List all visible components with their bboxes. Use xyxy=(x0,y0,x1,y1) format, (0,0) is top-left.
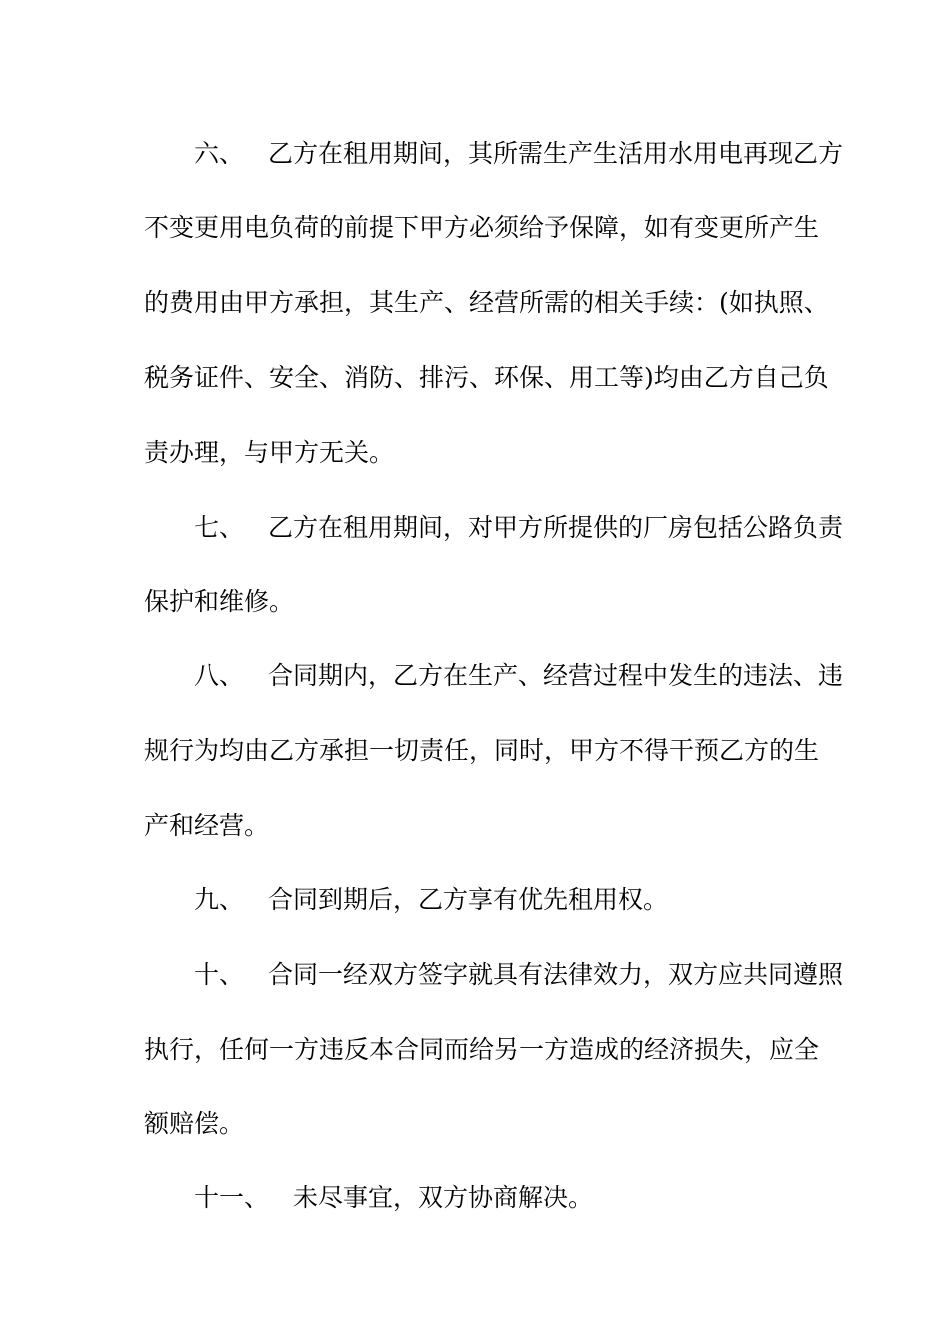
clause-number: 六、 xyxy=(194,139,245,168)
clause-6-line: 的费用由甲方承担，其生产、经营所需的相关手续：(如执照、 xyxy=(144,288,829,317)
clause-8-line: 规行为均由乙方承担一切责任，同时，甲方不得干预乙方的生 xyxy=(144,736,820,765)
clause-6-first-line xyxy=(194,134,843,174)
clause-7-line: 保护和维修。 xyxy=(144,587,295,616)
clause-10-first-line xyxy=(194,955,843,995)
clause-number: 十、 xyxy=(194,960,245,989)
clause-6-line: 税务证件、安全、消防、排污、环保、用工等)均由乙方自己负 xyxy=(144,363,829,392)
clause-text: 乙方在租用期间，其所需生产生活用水用电再现乙方 xyxy=(268,139,844,168)
clause-number: 八、 xyxy=(194,661,245,690)
clause-6-line: 责办理，与甲方无关。 xyxy=(144,438,395,467)
clause-10-line: 额赔偿。 xyxy=(144,1109,245,1138)
clause-number: 十一、 xyxy=(194,1183,270,1212)
clause-text: 合同期内，乙方在生产、经营过程中发生的违法、违 xyxy=(268,661,844,690)
clause-7-first-line xyxy=(194,508,843,548)
clause-text: 合同一经双方签字就具有法律效力，双方应共同遵照 xyxy=(268,960,844,989)
clause-11-first-line xyxy=(194,1178,593,1218)
clause-text: 乙方在租用期间，对甲方所提供的厂房包括公路负责 xyxy=(268,513,844,542)
clause-text: 合同到期后，乙方享有优先租用权。 xyxy=(268,885,669,914)
clause-9-first-line xyxy=(194,880,668,920)
clause-6-line: 不变更用电负荷的前提下甲方必须给予保障，如有变更所产生 xyxy=(144,213,820,242)
clause-text: 未尽事宜，双方协商解决。 xyxy=(293,1183,594,1212)
clause-number: 九、 xyxy=(194,885,245,914)
clause-8-first-line xyxy=(194,656,843,696)
clause-8-line: 产和经营。 xyxy=(144,811,270,840)
clause-number: 七、 xyxy=(194,513,245,542)
clause-10-line: 执行，任何一方违反本合同而给另一方造成的经济损失，应全 xyxy=(144,1035,820,1064)
